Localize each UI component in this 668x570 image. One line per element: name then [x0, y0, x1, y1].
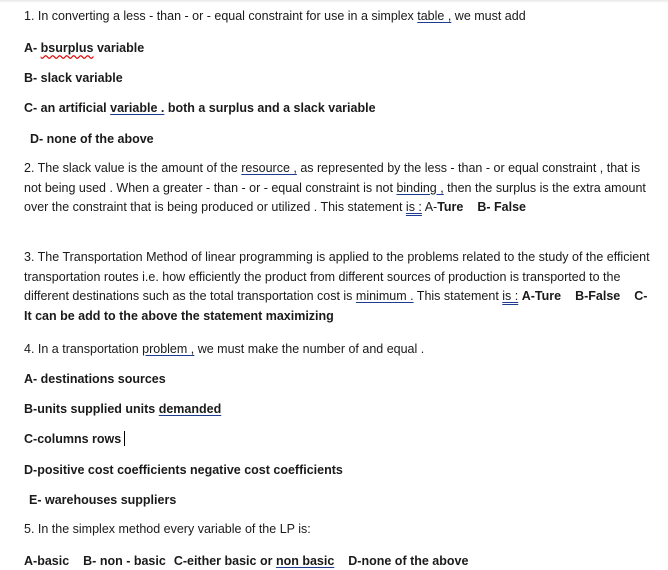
- q1-option-d: D- none of the above: [30, 132, 154, 146]
- q1-stem-end: we must add: [451, 9, 526, 23]
- q1-a-rest: variable: [93, 41, 145, 55]
- q2-underlined-3: is :: [405, 200, 422, 214]
- q5-answer-b: B- non - basic: [83, 554, 166, 568]
- q2-answer-b: B- False: [477, 200, 527, 214]
- q3-text-2: This statement: [413, 289, 503, 303]
- q3-text-1: 3. The Transportation Method of linear programming is applied to the problems related to the study of the efficient transportation routes i.e. how efficiently the product from different sources of production is transported to the different destinations such as the total transportation cost is: [24, 250, 650, 303]
- q4-b-underlined: demanded: [158, 402, 222, 416]
- q4-option-b: [24, 401, 221, 417]
- q1-option-a: [24, 40, 144, 56]
- q5-answer-a: A-basic: [24, 554, 70, 568]
- q5-stem: 5. In the simplex method every variable of the LP is:: [24, 522, 311, 536]
- q4-text-2: we must make the number of and equal .: [194, 342, 425, 356]
- q1-c-end: both a surplus and a slack variable: [164, 101, 376, 115]
- q1-c-underlined: variable .: [110, 101, 165, 115]
- text-cursor: [124, 431, 125, 446]
- q3-underlined-1: minimum .: [355, 289, 414, 303]
- q2-text-2: as represented by the less - than - or equal constraint , that is not being used . When a greater - than - or - equal constraint is not: [24, 161, 641, 195]
- q2-text-3: then the surplus is the extra amount over the constraint that is being produced or utilized . This statement: [24, 180, 646, 214]
- q4-text-1: 4. In a transportation: [24, 342, 143, 356]
- q2-text-1: 2. The slack value is the amount of the: [24, 161, 242, 175]
- q2-text-4: A-: [421, 200, 438, 214]
- q5-answer-d: D-none of the above: [348, 554, 469, 568]
- q2-underlined-1: resource ,: [241, 161, 297, 175]
- q5-answer-c-text: C-either basic or: [173, 554, 276, 568]
- q5-answer-c-underlined: non basic: [275, 554, 335, 568]
- q1-a-prefix: A-: [24, 41, 41, 55]
- q4-underlined-1: problem ,: [142, 342, 195, 356]
- q2-underlined-2: binding ,: [396, 180, 444, 195]
- q1-c-text: C- an artificial: [24, 101, 111, 115]
- q1-stem: [24, 7, 654, 27]
- q4-option-e: E- warehouses suppliers: [29, 493, 177, 507]
- q4-c-text: C-columns rows: [24, 432, 122, 446]
- q2-paragraph: [24, 159, 654, 218]
- q3-answer-c: C-It can be add to the above the statement maximizing: [24, 289, 648, 323]
- q5-options: [24, 553, 468, 569]
- q1-a-misspelled: bsurplus: [40, 41, 94, 55]
- q1-stem-underlined: table ,: [417, 9, 452, 23]
- q4-stem: [24, 340, 654, 360]
- q3-answer-a: A-Ture: [521, 289, 562, 303]
- q4-b-text: B-units supplied units: [24, 402, 159, 416]
- page-top-edge: [0, 0, 668, 3]
- q1-option-c: [24, 100, 376, 116]
- q4-option-a: A- destinations sources: [24, 372, 166, 386]
- q1-option-b: B- slack variable: [24, 71, 123, 85]
- q3-answer-b: B-False: [575, 289, 621, 303]
- q3-underlined-2: is :: [502, 289, 519, 303]
- q3-paragraph: [24, 248, 654, 326]
- q4-option-c: [24, 431, 125, 447]
- q2-answer-a: Ture: [437, 200, 464, 214]
- q4-option-d: D-positive cost coefficients negative cost coefficients: [24, 463, 343, 477]
- q1-stem-text: 1. In converting a less - than - or - equal constraint for use in a simplex: [24, 9, 418, 23]
